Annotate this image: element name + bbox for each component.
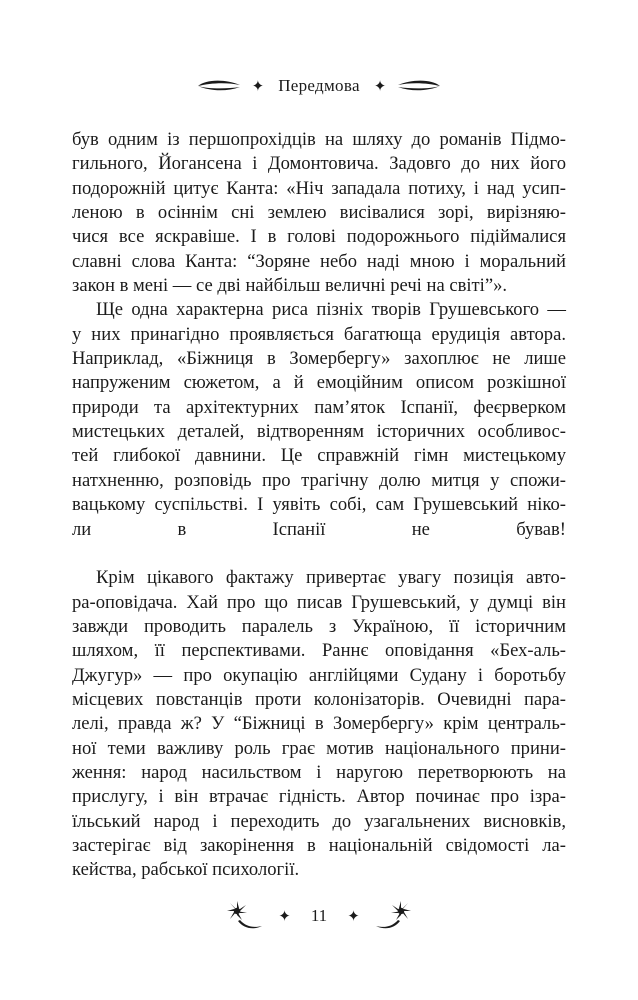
leaf-ornament-left-icon — [196, 78, 242, 94]
paragraph — [72, 298, 566, 566]
text-line: Джугур» — про окупацію англійцями Судану і боротьбу — [72, 664, 566, 686]
text-line: подорожній цитує Канта: «Ніч западала потиху, і над усип- — [72, 177, 566, 199]
text-line: ної теми важливу роль грає мотив національного прини- — [72, 737, 566, 759]
text-line: леною в осіннім сні землею висівалися зорі, вирізняю- — [72, 202, 566, 224]
text-line: Наприклад, «Біжниця в Зомербергу» захоплює не лише — [72, 348, 566, 370]
text-line: природи та архітектурних пам’яток Іспанії, феєрверком — [72, 396, 566, 418]
text-line — [72, 542, 566, 566]
text-line: Ще одна характерна риса пізніх творів Грушевського — — [96, 299, 566, 321]
page-number: 11 — [310, 906, 328, 925]
text-line: у них принагідно проявляється багатюща ерудиція автора. — [72, 323, 566, 345]
text-line: натхненню, розповідь про трагічну долю митця у спожи- — [72, 469, 566, 491]
flower-ornament-left-icon — [224, 899, 264, 933]
text-line: мистецьких деталей, відтворенням історичних особливос- — [72, 421, 566, 443]
body-text — [72, 128, 566, 883]
star-icon: ✦ — [373, 76, 387, 95]
flower-ornament-right-icon — [374, 899, 414, 933]
running-head-title: Передмова — [278, 76, 360, 95]
text-line: закон в мені — се дві найбільш величні речі на світі”». — [72, 275, 508, 297]
text-line: чися все яскравіше. І в голові подорожнього підіймалися — [72, 226, 566, 248]
text-line: місцевих повстанців проти колонізаторів. Очевидні пара- — [72, 688, 566, 710]
paragraph — [72, 566, 566, 882]
text-line: був одним із першопрохідців на шляху до романів Підмо- — [72, 129, 566, 150]
text-line: прислугу, і він втрачає гідність. Автор починає про ізра- — [72, 786, 566, 808]
text-line: лелі, правда ж? У “Біжниці в Зомербергу» крім централь- — [72, 713, 566, 735]
text-line: ження: народ насильством і наругою перетворюють на — [72, 761, 566, 783]
text-line: їльський народ і переходить до узагальнених висновків, — [72, 810, 566, 832]
text-line: славні слова Канта: “Зоряне небо наді мною і моральний — [72, 250, 566, 272]
star-icon: ✦ — [251, 76, 265, 95]
text-line: гильного, Йогансена і Домонтовича. Задовго до них його — [72, 153, 566, 175]
text-line: Крім цікавого фактажу привертає увагу позиція авто- — [96, 567, 566, 589]
text-line: ра-оповідача. Хай про що писав Грушевський, у думці він — [72, 591, 566, 613]
leaf-ornament-right-icon — [396, 78, 442, 94]
text-line: завжди проводить паралель з Україною, її історичним — [72, 615, 566, 637]
running-head — [0, 72, 638, 100]
page-footer — [0, 896, 638, 936]
text-line: ли в Іспанії не бував! — [72, 518, 566, 540]
text-line: кейства, рабської психології. — [72, 859, 300, 881]
star-icon: ✦ — [347, 906, 360, 925]
text-line: напруженим сюжетом, а й емоційним описом розкішної — [72, 372, 566, 394]
text-line: шляхом, її перспективами. Раннє оповідання «Бех-аль- — [72, 640, 566, 662]
text-line: тей глибокої давнини. Це справжній гімн мистецькому — [72, 445, 566, 467]
star-icon: ✦ — [278, 906, 291, 925]
text-line: вацькому суспільстві. І уявіть собі, сам Грушевський ніко- — [72, 494, 566, 516]
paragraph — [72, 128, 566, 298]
text-line: застерігає від закорінення в національній свідомості ла- — [72, 834, 566, 856]
